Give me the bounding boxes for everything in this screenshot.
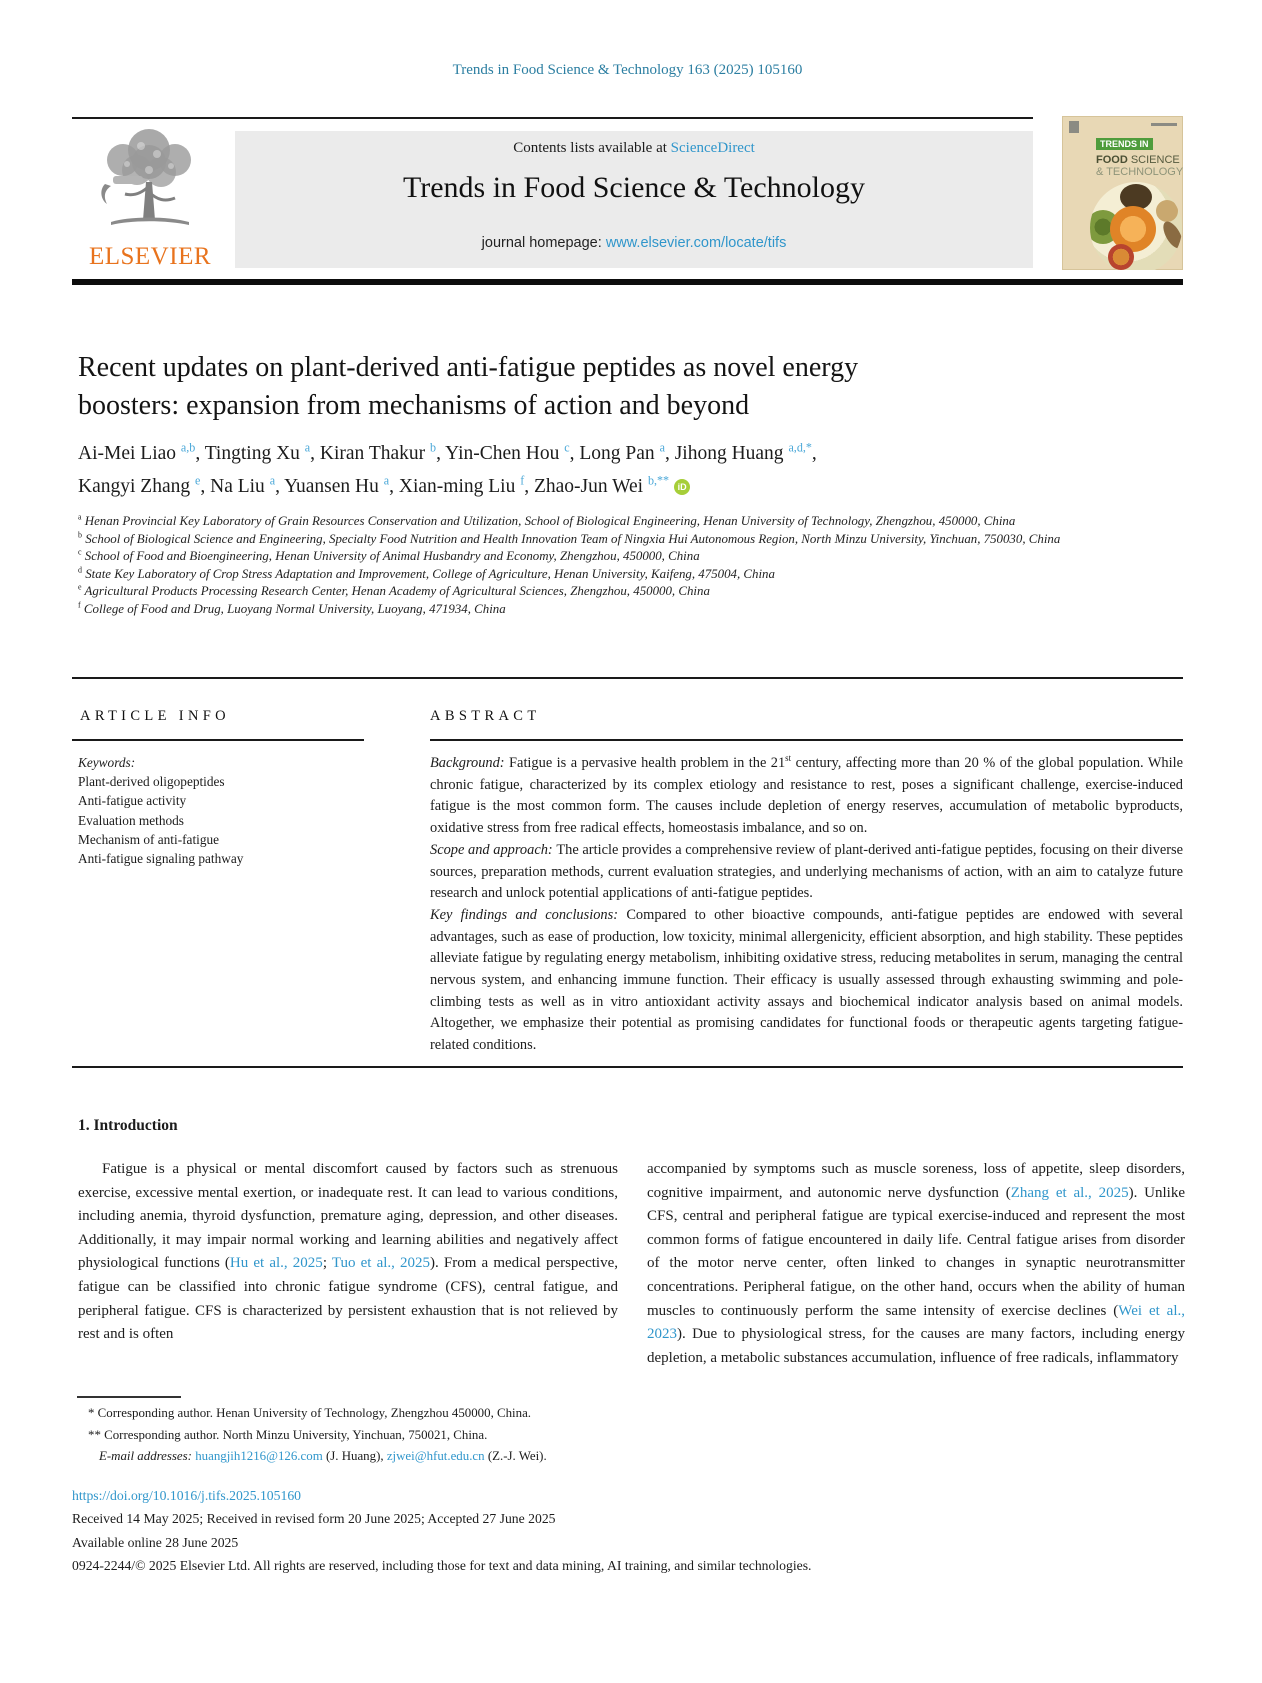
- author-affiliation-superscript[interactable]: e: [194, 473, 201, 488]
- tomato-slice-image: [1108, 244, 1134, 270]
- cover-publisher-mark-icon: [1069, 121, 1079, 133]
- text-run: Compared to other bioactive compounds, anti-fatigue peptides are endowed with several advantages, such as ease of production, low toxicity, minimal allergenicity, efficient absorption, and high stability. These peptides alleviate fatigue by regulating energy metabolism, inhibiting oxidative stress, reducing metabolites in serum, managing the central nervous system, and enhancing immune function. Their efficacy is usually assessed through exhausting swimming and pole-climbing tests as well as in vitro antioxidant activity assays and biochemical indicator analysis based on animal models. Altogether, we emphasize their potential as promising candidates for functional foods or therapeutic agents targeting fatigue-related conditions.: [430, 906, 1183, 1054]
- text-run: , Yuansen Hu: [275, 476, 384, 497]
- keyword: Evaluation methods: [78, 812, 184, 828]
- cover-food-collage-image: [1090, 182, 1182, 270]
- cover-title-word-food: FOOD: [1096, 154, 1128, 166]
- text-run: Background:: [430, 755, 510, 771]
- doi-link[interactable]: https://doi.org/10.1016/j.tifs.2025.105160: [72, 1488, 302, 1503]
- article-title-line2: boosters: expansion from mechanisms of action and beyond: [78, 389, 750, 421]
- text-run: , Na Liu: [200, 476, 270, 497]
- author-affiliation-superscript[interactable]: a: [659, 440, 665, 455]
- superscript: d: [78, 565, 82, 575]
- affiliation: [78, 583, 1142, 601]
- text-run: State Key Laboratory of Crop Stress Adaptation and Improvement, College of Agriculture, Henan University, Kaifeng, 475004, China: [82, 566, 775, 581]
- text-run: Fatigue is a physical or mental discomfort caused by factors such as strenuous exercise, excessive mental exertion, or inadequate rest. It can lead to various conditions, including anemia, thyroid dysfunction, premature aging, depression, and other diseases. Additionally, it may impair normal working and learning abilities and negatively affect physiological functions (: [78, 1161, 618, 1272]
- text-run: , Tingting Xu: [195, 443, 305, 464]
- authors-line: [78, 437, 1140, 470]
- text-run: Key findings and conclusions:: [430, 906, 627, 923]
- article-title: [78, 349, 1140, 425]
- superscript: f: [78, 600, 81, 610]
- text-run: * Corresponding author. Henan University of Technology, Zhengzhou 450000, China.: [88, 1406, 532, 1420]
- text-run: (Z.-J. Wei).: [484, 1449, 547, 1463]
- homepage-line: [235, 235, 1033, 251]
- citation-link[interactable]: Wei et al., 2023: [647, 1302, 1185, 1343]
- article-info-heading: ARTICLE INFO: [80, 708, 231, 724]
- journal-cover-thumbnail: [1062, 116, 1183, 270]
- affiliation: [78, 566, 1142, 584]
- copyright-line: 0924-2244/© 2025 Elsevier Ltd. All rights are reserved, including those for text and data mining, AI training, and similar technologies.: [72, 1557, 812, 1573]
- author-affiliation-superscript[interactable]: a: [383, 473, 390, 488]
- email-link[interactable]: zjwei@hfut.edu.cn: [386, 1449, 485, 1463]
- text-run: ,: [811, 443, 817, 464]
- footnote-rule: [77, 1396, 181, 1398]
- abstract-paragraph: [430, 753, 1183, 840]
- text-run: , Jihong Huang: [664, 443, 789, 464]
- abstract-text: [430, 753, 1183, 1057]
- keywords-list: [78, 772, 378, 868]
- article-title-line1: Recent updates on plant-derived anti-fatigue peptides as novel energy: [78, 351, 859, 383]
- superscript: c: [78, 547, 82, 557]
- author-affiliation-superscript[interactable]: a: [269, 473, 276, 488]
- affiliation: [78, 601, 1142, 619]
- text-run: (J. Huang),: [322, 1449, 387, 1463]
- cover-series-label: TRENDS IN: [1096, 138, 1153, 150]
- affiliation: [78, 531, 1142, 549]
- superscript: b: [78, 530, 82, 540]
- cover-issn-mark: [1151, 123, 1177, 126]
- text-run: Fatigue is a pervasive health problem in the 21: [509, 755, 786, 771]
- header-bottom-bar: [72, 279, 1183, 285]
- available-online-line: Available online 28 June 2025: [72, 1534, 239, 1550]
- author-affiliation-superscript[interactable]: f: [520, 473, 525, 488]
- keywords-label: Keywords:: [78, 755, 136, 770]
- text-run: , Xian-ming Liu: [389, 476, 521, 497]
- text-run: ). Unlike CFS, central and peripheral fatigue are typical exercise-induced and represent the most common forms of fatigue encountered in daily life. Central fatigue arises from disorder of the motor nerve center, often linked to changes in synaptic neurotransmitter concentrations. Peripheral fatigue, on the other hand, occurs when the ability of human muscles to continuously perform the same intensity of exercise declines (: [647, 1184, 1185, 1319]
- elsevier-tree-icon: [91, 124, 209, 236]
- citation-link[interactable]: Tuo et al., 2025: [331, 1255, 431, 1272]
- cover-title-line1: [1096, 154, 1180, 166]
- text-run: ). Due to physiological stress, for the causes are many factors, including energy depletion, a metabolic substances accumulation, influence of free radicals, inflammatory: [647, 1326, 1185, 1366]
- text-run: E-mail addresses:: [99, 1449, 196, 1463]
- text-run: School of Biological Science and Engineering, Specialty Food Nutrition and Health Innovation Team of Ningxia Hui Autonomous Region, North Minzu University, Yinchuan, 750030, China: [82, 531, 1061, 546]
- keyword: Anti-fatigue signaling pathway: [78, 851, 244, 867]
- elsevier-logo: [80, 124, 220, 271]
- authors-line: [78, 470, 1140, 503]
- abstract-paragraph: [430, 840, 1183, 905]
- text-run: Scope and approach:: [430, 841, 557, 858]
- author-affiliation-superscript[interactable]: a,d,*: [788, 440, 812, 455]
- journal-header-box: [235, 131, 1033, 268]
- affiliation: [78, 513, 1142, 531]
- text-run: ;: [322, 1255, 332, 1272]
- text-run: accompanied by symptoms such as muscle soreness, loss of appetite, sleep disorders, cognitive impairment, and autonomic nerve dysfunction (: [647, 1161, 1185, 1201]
- contents-line: [235, 140, 1033, 157]
- keyword: Mechanism of anti-fatigue: [78, 831, 220, 847]
- text-run: Henan Provincial Key Laboratory of Grain Resources Conservation and Utilization, School of Biological Engineering, Henan University of Technology, Zhengzhou, 450000, China: [81, 514, 1016, 528]
- intro-column-left: [78, 1158, 618, 1347]
- elsevier-wordmark: ELSEVIER: [88, 243, 212, 270]
- author-affiliation-superscript[interactable]: a: [304, 440, 311, 455]
- keywords-block: [78, 753, 378, 868]
- text-run: , Long Pan: [569, 443, 660, 464]
- text-run: ). From a medical perspective, fatigue can be classified into chronic fatigue syndrome (CFS), central fatigue, and peripheral fatigue. CFS is characterized by persistent exhaustion that is not relieved by rest and is often: [78, 1255, 618, 1343]
- journal-title: Trends in Food Science & Technology: [402, 171, 866, 204]
- citation-link[interactable]: Zhang et al., 2025: [1010, 1184, 1129, 1201]
- text-run: , Yin-Chen Hou: [436, 443, 565, 464]
- text-run: ** Corresponding author. North Minzu University, Yinchuan, 750021, China.: [88, 1427, 488, 1442]
- article-footer: [72, 1484, 1072, 1577]
- dried-fish-image: [1159, 219, 1182, 252]
- author-list: [78, 437, 1140, 503]
- received-dates-line: Received 14 May 2025; Received in revised form 20 June 2025; Accepted 27 June 2025: [72, 1511, 556, 1527]
- superscript: a: [78, 512, 82, 522]
- text-run: Agricultural Products Processing Research Center, Henan Academy of Agricultural Sciences, Zhengzhou, 450000, China: [81, 584, 710, 599]
- affiliation: [78, 548, 1142, 566]
- text-run: century, affecting more than 20 % of the global population. While chronic fatigue, characterized by its complex etiology and resistance to rest, poses a significant challenge, exercise-induced fatigue is the most common form. The causes include depletion of energy reserves, accumulation of metabolic byproducts, oxidative stress from free radical effects, homeostasis imbalance, and so on.: [430, 755, 1183, 837]
- section-divider-rule: [72, 1066, 1183, 1068]
- cover-title-word-science: SCIENCE: [1127, 154, 1180, 166]
- author-affiliation-superscript[interactable]: b: [430, 440, 437, 455]
- abstract-paragraph: [430, 905, 1183, 1057]
- footnote-line: [78, 1425, 626, 1447]
- text-run: Ai-Mei Liao: [78, 443, 181, 464]
- footnotes-block: [78, 1403, 626, 1468]
- affiliation-list: [78, 513, 1142, 619]
- text-run: , Zhao-Jun Wei: [524, 476, 648, 497]
- keyword: Anti-fatigue activity: [78, 793, 187, 809]
- superscript: e: [78, 583, 82, 593]
- superscript: st: [785, 753, 792, 764]
- author-affiliation-superscript[interactable]: c: [564, 440, 570, 455]
- journal-homepage-link[interactable]: www.elsevier.com/locate/tifs: [605, 235, 787, 251]
- section-divider-rule: [72, 677, 1183, 679]
- author-affiliation-superscript[interactable]: a,b: [180, 440, 196, 455]
- footnote-line: [78, 1403, 626, 1425]
- footnote-line: [78, 1446, 626, 1468]
- citation-link[interactable]: Hu et al., 2025: [229, 1255, 323, 1272]
- header-top-rule: [72, 117, 1033, 119]
- text-run: School of Food and Bioengineering, Henan University of Animal Husbandry and Economy, Zhengzhou, 450000, China: [81, 549, 700, 564]
- homepage-prefix-text: journal homepage:: [481, 235, 606, 251]
- orcid-icon[interactable]: iD: [674, 479, 690, 495]
- text-run: College of Food and Drug, Luoyang Normal University, Luoyang, 471934, China: [80, 601, 506, 616]
- nut-image: [1156, 200, 1178, 222]
- author-affiliation-superscript[interactable]: b,**: [647, 473, 670, 488]
- intro-column-right: [647, 1158, 1185, 1370]
- keyword: Plant-derived oligopeptides: [78, 774, 225, 790]
- text-run: The article provides a comprehensive review of plant-derived anti-fatigue peptides, focusing on their diverse sources, preparation methods, current evaluation strategies, and underlying mechanisms of action, with an aim to catalyze future research and unlock potential applications of anti-fatigue peptides.: [430, 841, 1183, 902]
- text-run: , Kiran Thakur: [310, 443, 431, 464]
- journal-citation-line: Trends in Food Science & Technology 163 (2025) 105160: [452, 62, 803, 78]
- introduction-heading: 1. Introduction: [78, 1117, 178, 1134]
- abstract-rule: [430, 739, 1183, 741]
- article-info-rule: [72, 739, 364, 741]
- contents-prefix-text: Contents lists available at: [513, 140, 671, 156]
- sciencedirect-link[interactable]: ScienceDirect: [670, 140, 755, 156]
- email-link[interactable]: huangjih1216@126.com: [195, 1449, 323, 1463]
- cover-title-line2: & TECHNOLOGY: [1096, 166, 1183, 178]
- abstract-heading: ABSTRACT: [430, 708, 541, 724]
- text-run: Kangyi Zhang: [78, 476, 195, 497]
